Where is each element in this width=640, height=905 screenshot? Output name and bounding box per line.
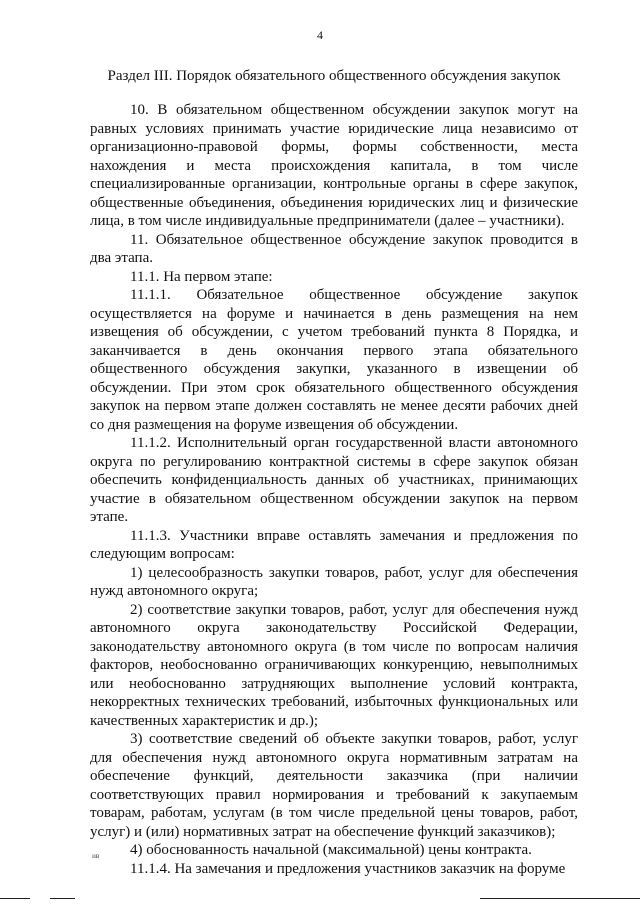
paragraph-11: 11. Обязательное общественное обсуждение закупок проводится в два этапа.: [90, 231, 578, 266]
page-number: 4: [317, 28, 323, 42]
paragraph-11-1-2: 11.1.2. Исполнительный орган государственной власти автономного округа по регулированию контрактной системы в сфере закупок обязан обеспечить конфиденциальность данных об участниках, принимающих участие в обязательном общественном обсуждении закупок на первом этапе.: [90, 435, 578, 525]
footer-mark: ııв: [92, 852, 100, 860]
list-item-1: 1) целесообразность закупки товаров, работ, услуг для обеспечения нужд автономного округа;: [90, 564, 578, 599]
scan-edge-left: [0, 898, 30, 899]
list-item-2: 2) соответствие закупки товаров, работ, услуг для обеспечения нужд автономного округа законодательству Российской Федерации, законодательству автономного округа (в том числе по вопросам наличия факторов, необоснованно ограничивающих конкуренцию, невыполнимых или необоснованно затрудняющих выполнение условий контракта, некорректных технических требований, избыточных функциональных или качественных характеристик и др.);: [90, 601, 578, 729]
paragraph-11-1-3: 11.1.3. Участники вправе оставлять замечания и предложения по следующим вопросам:: [90, 527, 578, 562]
document-body: [90, 101, 578, 878]
scan-edge-right: [480, 898, 640, 899]
paragraph-11-1: 11.1. На первом этапе:: [130, 268, 273, 285]
list-item-4: 4) обоснованность начальной (максимальной) цены контракта.: [130, 842, 532, 858]
section-title: Раздел III. Порядок обязательного общественного обсуждения закупок: [107, 68, 561, 84]
paragraph-11-1-1: 11.1.1. Обязательное общественное обсуждение закупок осуществляется на форуме и начинается в день размещения на нем извещения об обсуждении, с учетом требований пункта 8 Порядка, и заканчивается в день окончания первого этапа обязательного общественного обсуждения закупки, указанного в извещении об обсуждении. При этом срок обязательного общественного обсуждения закупок на первом этапе должен составлять не менее десяти рабочих дней со дня размещения на форуме извещения об обсуждении.: [90, 287, 578, 433]
scan-edge-mid: [50, 898, 75, 899]
list-item-3: 3) соответствие сведений об объекте закупки товаров, работ, услуг для обеспечения нужд автономного округа нормативным затратам на обеспечение функций, деятельности заказчика (при наличии соответствующих правил нормирования и требований к закупаемым товарам, работам, услугам (в том числе предельной цены товаров, работ, услуг) и (или) нормативных затрат на обеспечение функций заказчиков);: [90, 731, 578, 840]
paragraph-10: 10. В обязательном общественном обсуждении закупок могут на равных условиях принимать участие юридические лица независимо от организационно-правовой формы, формы собственности, места нахождения и места происхождения капитала, в том числе специализированные организации, контрольные органы в сфере закупок, общественные объединения, объединения юридических лиц и физические лица, в том числе индивидуальные предприниматели (далее – участники).: [90, 102, 578, 229]
paragraph-11-1-4: 11.1.4. На замечания и предложения участников заказчик на форуме: [130, 860, 566, 877]
